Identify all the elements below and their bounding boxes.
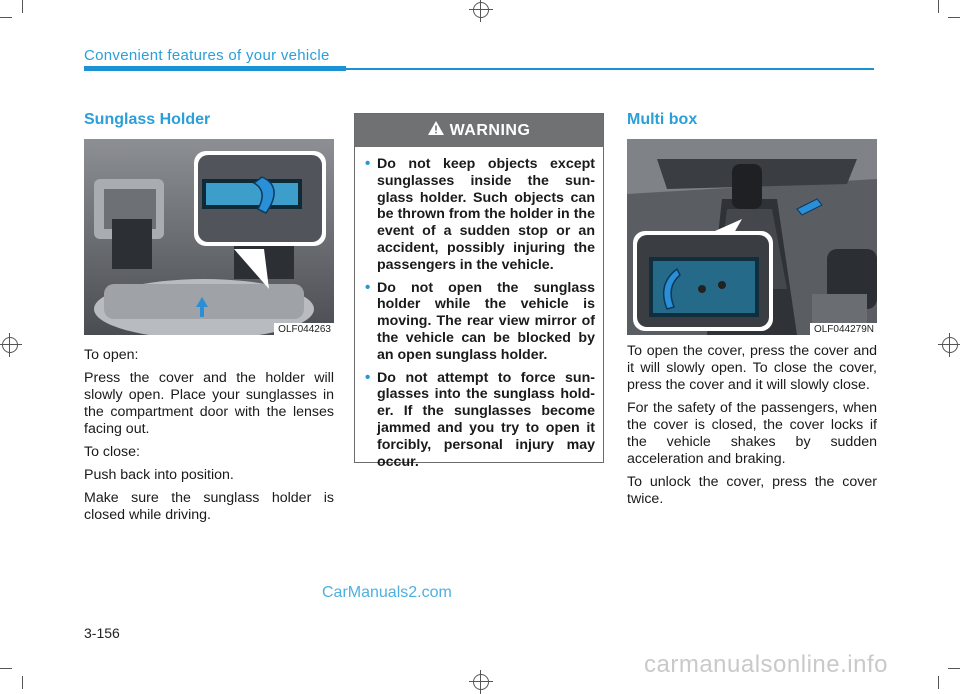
registration-mark-top bbox=[469, 0, 493, 22]
crop-mark bbox=[938, 676, 939, 689]
crop-mark bbox=[948, 668, 960, 669]
bullet-icon: • bbox=[365, 368, 371, 386]
warning-item: • Do not open the sunglass holder while the vehicle is moving. The rear view mirror of the vehicle can be blocked by an open sunglass holder. bbox=[365, 278, 595, 363]
page-number: 3-156 bbox=[84, 625, 120, 641]
paragraph: Press the cover and the holder will slowly open. Place your sunglasses in the compartment door with the lenses facing out. bbox=[84, 370, 334, 437]
warning-triangle-icon bbox=[428, 121, 444, 140]
paragraph: Make sure the sunglass holder is closed while driving. bbox=[84, 490, 334, 523]
warning-item: • Do not keep objects except sunglasses inside the sun- glass holder. Such objects can be thrown from the holder in the event of a sudden stop or an accident, possibly injuring the passengers in the vehicle. bbox=[365, 155, 595, 273]
bullet-icon: • bbox=[365, 155, 371, 172]
crop-mark bbox=[938, 0, 939, 13]
registration-mark-right bbox=[938, 333, 960, 357]
paragraph: To open the cover, press the cover and it will slowly open. To close the cover, press the cover and it will slowly close. bbox=[627, 343, 877, 393]
warning-box bbox=[354, 113, 604, 470]
bullet-icon: • bbox=[365, 278, 371, 296]
registration-mark-bottom bbox=[469, 670, 493, 694]
sunglass-holder-heading: Sunglass Holder bbox=[84, 111, 211, 128]
paragraph: Push back into position. bbox=[84, 467, 234, 483]
figure-caption-right: OLF044279N bbox=[810, 323, 877, 335]
crop-mark bbox=[0, 668, 12, 669]
paragraph: For the safety of the passengers, when the cover is closed, the cover locks if the vehicle shakes by sudden acceleration and braking. bbox=[627, 400, 877, 467]
multi-box-heading: Multi box bbox=[627, 111, 698, 128]
paragraph: To unlock the cover, press the cover twice. bbox=[627, 474, 877, 507]
header-rule-thin bbox=[346, 68, 874, 70]
watermark-link[interactable]: CarManuals2.com bbox=[322, 584, 452, 601]
sunglass-holder-figure bbox=[84, 139, 334, 335]
warning-title: WARNING bbox=[449, 121, 531, 139]
crop-mark bbox=[948, 17, 960, 18]
warning-header bbox=[355, 114, 603, 147]
crop-mark bbox=[22, 0, 23, 13]
crop-mark bbox=[0, 17, 12, 18]
figure-caption-left: OLF044263 bbox=[274, 323, 334, 335]
multi-box-illustration bbox=[627, 139, 877, 335]
crop-mark bbox=[22, 676, 23, 689]
multi-box-text bbox=[627, 343, 877, 514]
warning-item: • Do not attempt to force sun- glasses into the sunglass hold- er. If the sunglasses become jammed and you try to open it forcibly, personal injury may occur. bbox=[365, 368, 595, 470]
watermark-text: carmanualsonline.info bbox=[644, 651, 888, 678]
multi-box-figure bbox=[627, 139, 877, 335]
section-title: Convenient features of your vehicle bbox=[84, 47, 330, 64]
paragraph: To open: bbox=[84, 347, 139, 363]
sunglass-holder-illustration bbox=[84, 139, 334, 335]
sunglass-holder-text bbox=[84, 347, 334, 530]
header-rule-thick bbox=[84, 66, 346, 71]
paragraph: To close: bbox=[84, 444, 140, 460]
warning-list bbox=[355, 147, 603, 470]
registration-mark-left bbox=[0, 333, 22, 357]
